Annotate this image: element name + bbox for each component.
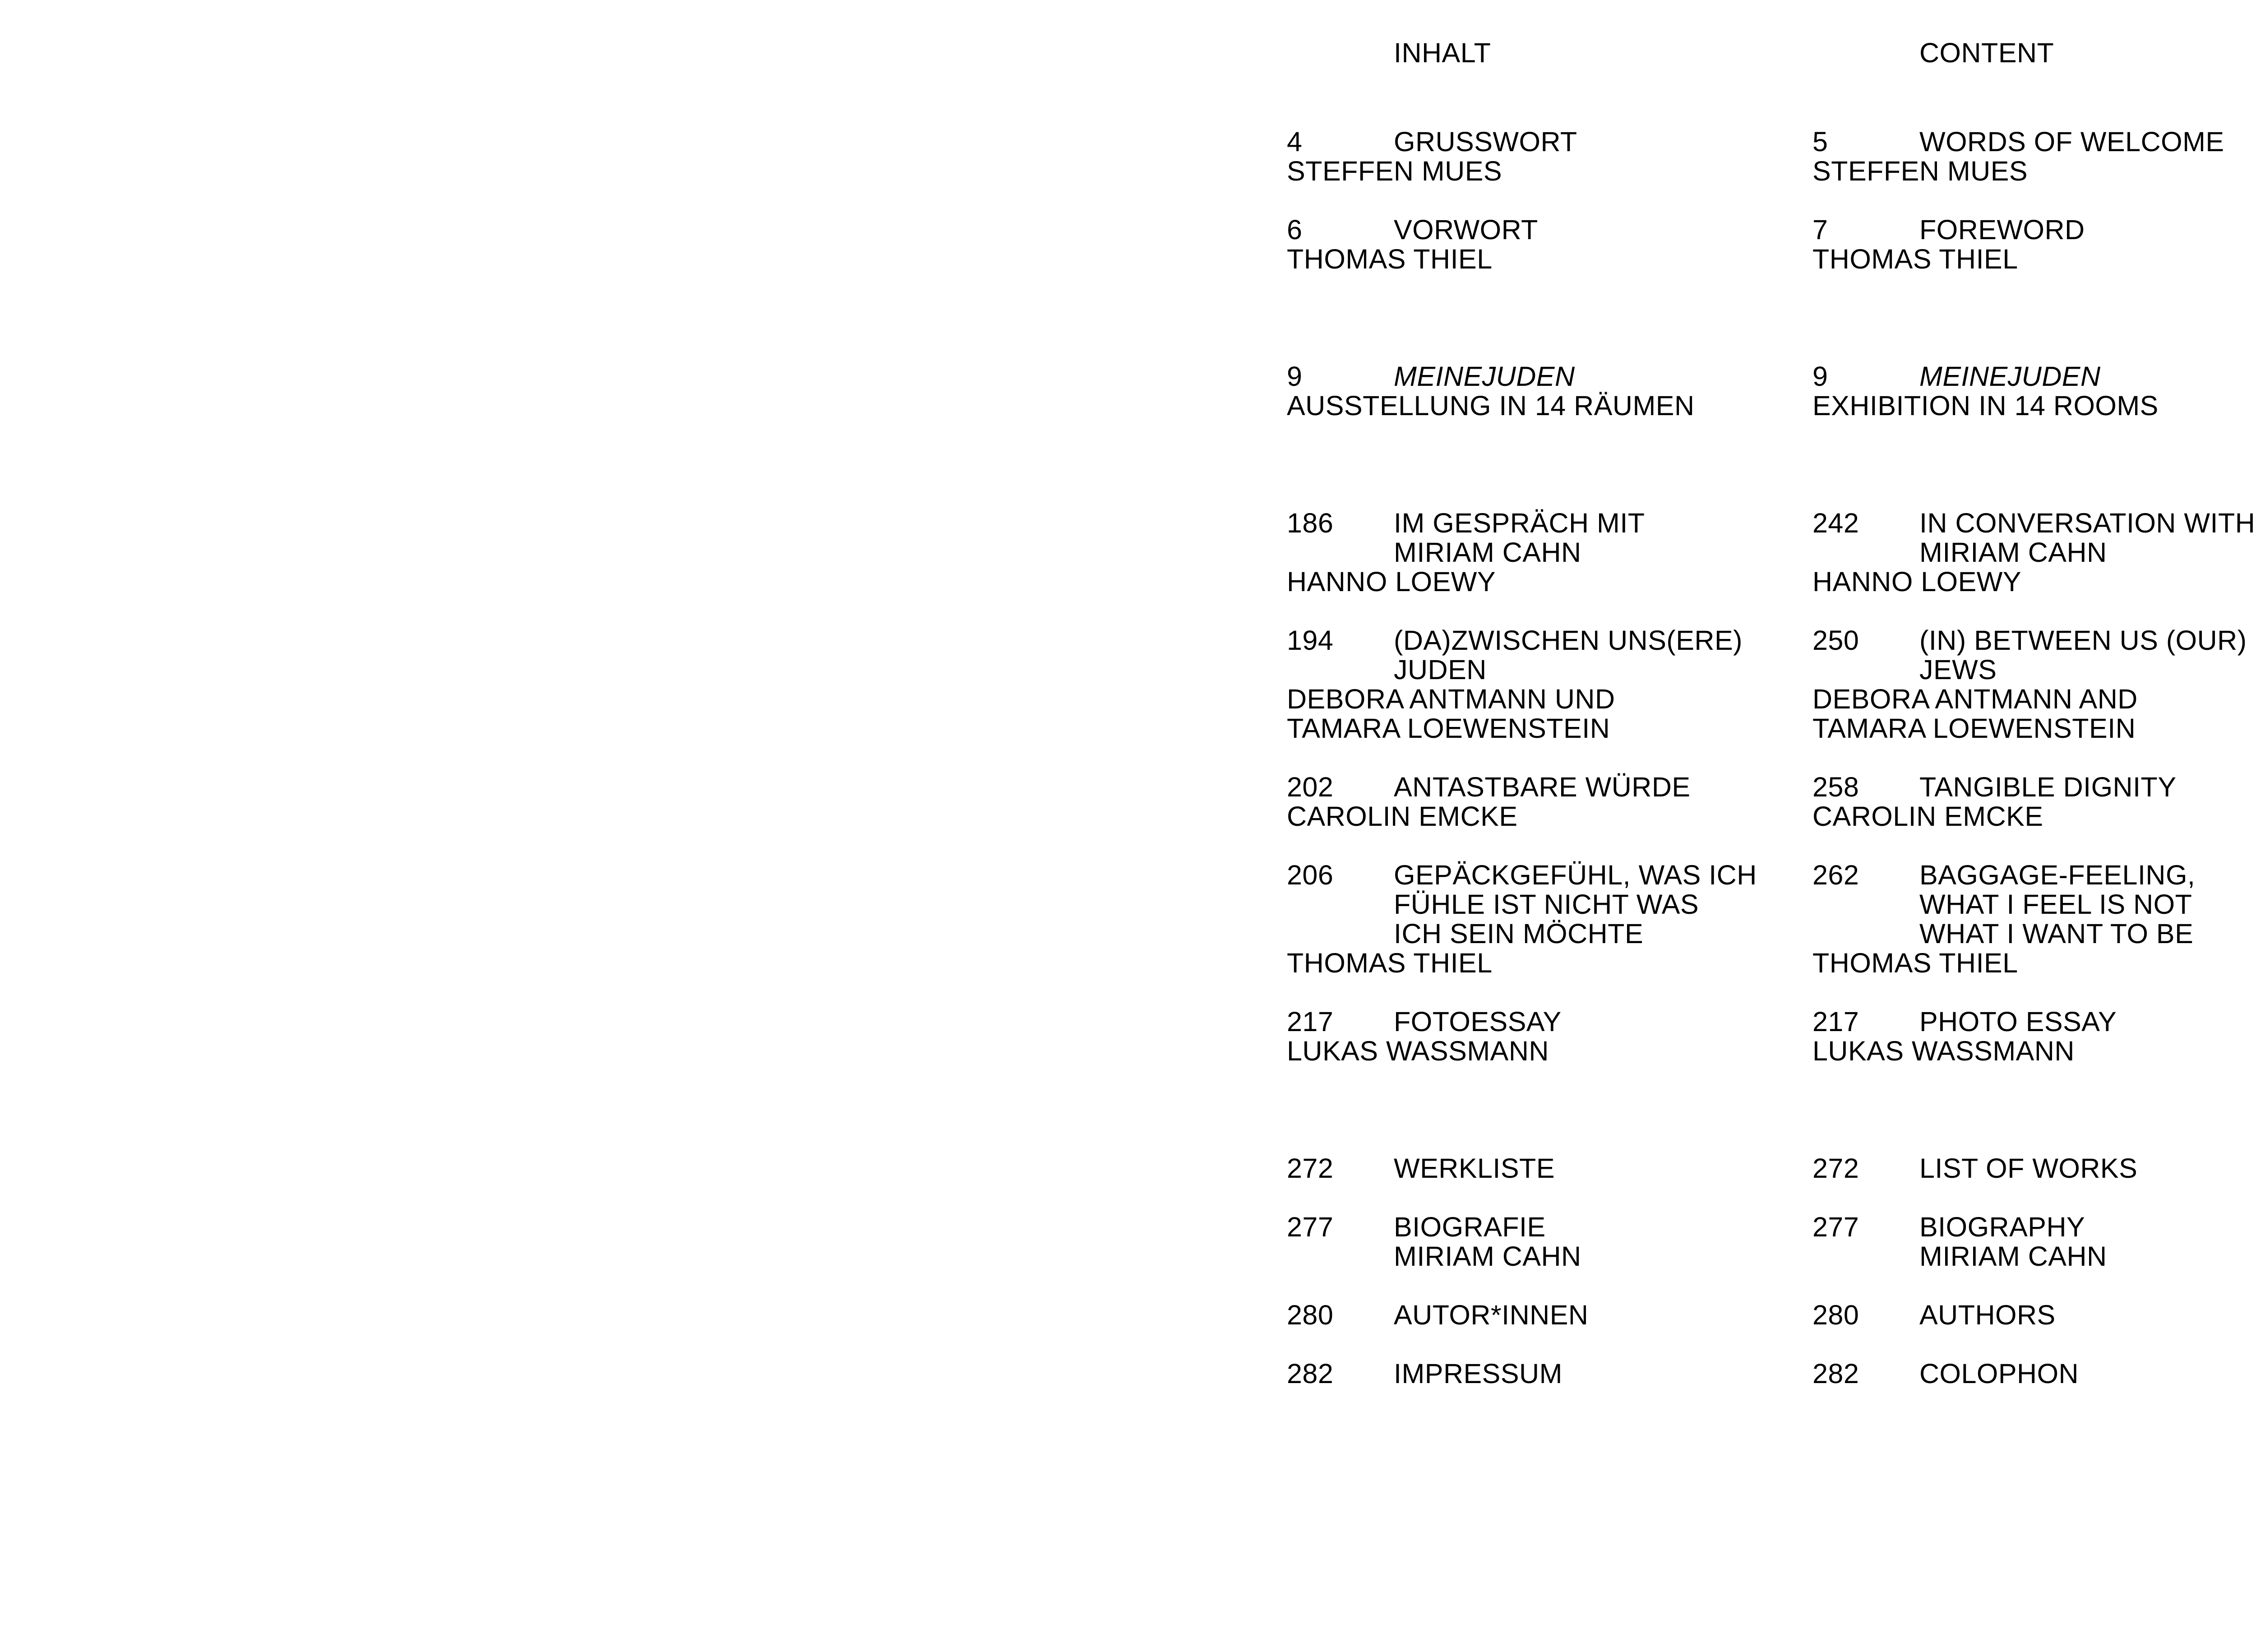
entry-author: THOMAS THIEL — [1812, 244, 2018, 274]
toc-title-line — [1287, 919, 1819, 949]
toc-title-line — [1287, 1007, 1819, 1037]
page-number: 4 — [1287, 126, 1303, 157]
entry-title: WHAT I FEEL IS NOT — [1919, 889, 2192, 920]
entry-author: CAROLIN EMCKE — [1287, 801, 1518, 832]
entry-title: ANTASTBARE WÜRDE — [1394, 772, 1691, 802]
entry-title: FOTOESSAY — [1394, 1006, 1562, 1037]
toc-entry — [1287, 127, 1819, 186]
toc-entry — [1287, 1300, 1819, 1330]
entry-title: (DA)ZWISCHEN UNS(ERE) — [1394, 625, 1743, 656]
entry-title: IN CONVERSATION WITH — [1919, 508, 2256, 538]
toc-entry — [1812, 509, 2256, 597]
entry-title: AUTHORS — [1919, 1300, 2056, 1330]
toc-entry — [1287, 626, 1819, 743]
toc-title-line — [1287, 861, 1819, 890]
page-number: 217 — [1812, 1006, 1859, 1037]
toc-title-line — [1287, 890, 1819, 919]
entry-author: HANNO LOEWY — [1812, 566, 2022, 597]
toc-entry — [1287, 362, 1819, 421]
page-number: 5 — [1812, 126, 1828, 157]
entry-title: JUDEN — [1394, 654, 1487, 685]
entry-title: IMPRESSUM — [1394, 1358, 1563, 1389]
toc-entry — [1287, 861, 1819, 978]
entry-title: MIRIAM CAHN — [1394, 1241, 1581, 1272]
page-number: 7 — [1812, 214, 1828, 245]
page-number: 282 — [1287, 1358, 1334, 1389]
entry-title: TANGIBLE DIGNITY — [1919, 772, 2177, 802]
entry-author: STEFFEN MUES — [1812, 156, 2028, 186]
toc-title-line — [1287, 1359, 1819, 1388]
toc-entry — [1812, 1007, 2256, 1066]
page-number: 258 — [1812, 772, 1859, 802]
contents-heading-german: INHALT — [1394, 37, 1491, 68]
toc-title-line — [1812, 773, 2256, 802]
page-number: 280 — [1812, 1300, 1859, 1330]
toc-entry — [1287, 215, 1819, 274]
page-number: 272 — [1812, 1153, 1859, 1184]
entry-author: DEBORA ANTMANN UND — [1287, 684, 1615, 714]
toc-entry — [1812, 861, 2256, 978]
toc-entry — [1287, 509, 1819, 597]
page-number: 262 — [1812, 860, 1859, 890]
page-number: 9 — [1287, 361, 1303, 392]
toc-title-line — [1812, 1359, 2256, 1388]
toc-title-line — [1287, 655, 1819, 685]
toc-title-line — [1812, 1242, 2256, 1271]
toc-entry — [1812, 773, 2256, 831]
toc-title-line — [1287, 538, 1819, 567]
entry-title: VORWORT — [1394, 214, 1538, 245]
entry-author: EXHIBITION IN 14 ROOMS — [1812, 390, 2159, 421]
toc-entry — [1812, 1359, 2256, 1388]
entry-title: LIST OF WORKS — [1919, 1153, 2138, 1184]
toc-entry — [1287, 1212, 1819, 1271]
toc-title-line — [1812, 655, 2256, 685]
entry-title: GRUSSWORT — [1394, 126, 1577, 157]
toc-title-line — [1287, 1300, 1819, 1330]
entry-title: MIRIAM CAHN — [1394, 537, 1581, 568]
page-number: 194 — [1287, 625, 1334, 656]
entry-title: MEINEJUDEN — [1394, 361, 1575, 392]
entry-title: BIOGRAPHY — [1919, 1212, 2085, 1242]
entry-title: BIOGRAFIE — [1394, 1212, 1546, 1242]
entry-title: BAGGAGE-FEELING, — [1919, 860, 2196, 890]
entry-title: AUTOR*INNEN — [1394, 1300, 1589, 1330]
toc-entry — [1287, 1154, 1819, 1183]
toc-entry — [1287, 1007, 1819, 1066]
toc-title-line — [1812, 626, 2256, 655]
toc-title-line — [1287, 215, 1819, 245]
toc-title-line — [1287, 1212, 1819, 1242]
entry-title: COLOPHON — [1919, 1358, 2079, 1389]
toc-entry — [1287, 1359, 1819, 1388]
entry-title: WORDS OF WELCOME — [1919, 126, 2224, 157]
toc-entry — [1812, 1300, 2256, 1330]
entry-author: STEFFEN MUES — [1287, 156, 1502, 186]
toc-title-line — [1812, 919, 2256, 949]
toc-title-line — [1812, 538, 2256, 567]
toc-title-line — [1812, 509, 2256, 538]
entry-author: THOMAS THIEL — [1287, 244, 1493, 274]
page-number: 277 — [1812, 1212, 1859, 1242]
toc-title-line — [1812, 890, 2256, 919]
toc-title-line — [1287, 362, 1819, 391]
page-number: 282 — [1812, 1358, 1859, 1389]
toc-title-line — [1812, 1300, 2256, 1330]
toc-entry — [1287, 773, 1819, 831]
page-number: 280 — [1287, 1300, 1334, 1330]
toc-title-line — [1287, 509, 1819, 538]
entry-title: MIRIAM CAHN — [1919, 1241, 2107, 1272]
toc-title-line — [1287, 1154, 1819, 1183]
entry-author: THOMAS THIEL — [1812, 948, 2018, 978]
toc-title-line — [1812, 362, 2256, 391]
entry-title: WHAT I WANT TO BE — [1919, 918, 2194, 949]
entry-author: CAROLIN EMCKE — [1812, 801, 2043, 832]
entry-title: MEINEJUDEN — [1919, 361, 2101, 392]
toc-title-line — [1287, 127, 1819, 157]
entry-author: AUSSTELLUNG IN 14 RÄUMEN — [1287, 390, 1695, 421]
entry-title: IM GESPRÄCH MIT — [1394, 508, 1645, 538]
page-number: 6 — [1287, 214, 1303, 245]
page-number: 217 — [1287, 1006, 1334, 1037]
toc-title-line — [1812, 1212, 2256, 1242]
toc-entry — [1812, 362, 2256, 421]
entry-author: TAMARA LOEWENSTEIN — [1812, 713, 2136, 744]
page-number: 272 — [1287, 1153, 1334, 1184]
entry-title: ICH SEIN MÖCHTE — [1394, 918, 1644, 949]
toc-title-line — [1812, 1154, 2256, 1183]
page-number: 250 — [1812, 625, 1859, 656]
page-number: 9 — [1812, 361, 1828, 392]
page-number: 186 — [1287, 508, 1334, 538]
toc-title-line — [1287, 626, 1819, 655]
page-number: 242 — [1812, 508, 1859, 538]
entry-title: (IN) BETWEEN US (OUR) — [1919, 625, 2247, 656]
toc-entry — [1812, 127, 2256, 186]
entry-title: MIRIAM CAHN — [1919, 537, 2107, 568]
toc-title-line — [1287, 1242, 1819, 1271]
toc-entry — [1812, 1212, 2256, 1271]
toc-title-line — [1812, 127, 2256, 157]
entry-title: FÜHLE IST NICHT WAS — [1394, 889, 1699, 920]
entry-title: PHOTO ESSAY — [1919, 1006, 2117, 1037]
entry-author: LUKAS WASSMANN — [1287, 1036, 1549, 1066]
entry-title: JEWS — [1919, 654, 1997, 685]
toc-title-line — [1812, 215, 2256, 245]
toc-entry — [1812, 215, 2256, 274]
entry-title: GEPÄCKGEFÜHL, WAS ICH — [1394, 860, 1757, 890]
entry-author: HANNO LOEWY — [1287, 566, 1496, 597]
entry-title: FOREWORD — [1919, 214, 2085, 245]
entry-author: DEBORA ANTMANN AND — [1812, 684, 2138, 714]
entry-author: LUKAS WASSMANN — [1812, 1036, 2075, 1066]
toc-title-line — [1812, 861, 2256, 890]
page-number: 202 — [1287, 772, 1334, 802]
toc-title-line — [1287, 773, 1819, 802]
entry-author: TAMARA LOEWENSTEIN — [1287, 713, 1610, 744]
contents-heading-english: CONTENT — [1919, 37, 2054, 68]
page-number: 277 — [1287, 1212, 1334, 1242]
toc-title-line — [1812, 1007, 2256, 1037]
entry-title: WERKLISTE — [1394, 1153, 1555, 1184]
page-number: 206 — [1287, 860, 1334, 890]
toc-entry — [1812, 626, 2256, 743]
toc-entry — [1812, 1154, 2256, 1183]
entry-author: THOMAS THIEL — [1287, 948, 1493, 978]
